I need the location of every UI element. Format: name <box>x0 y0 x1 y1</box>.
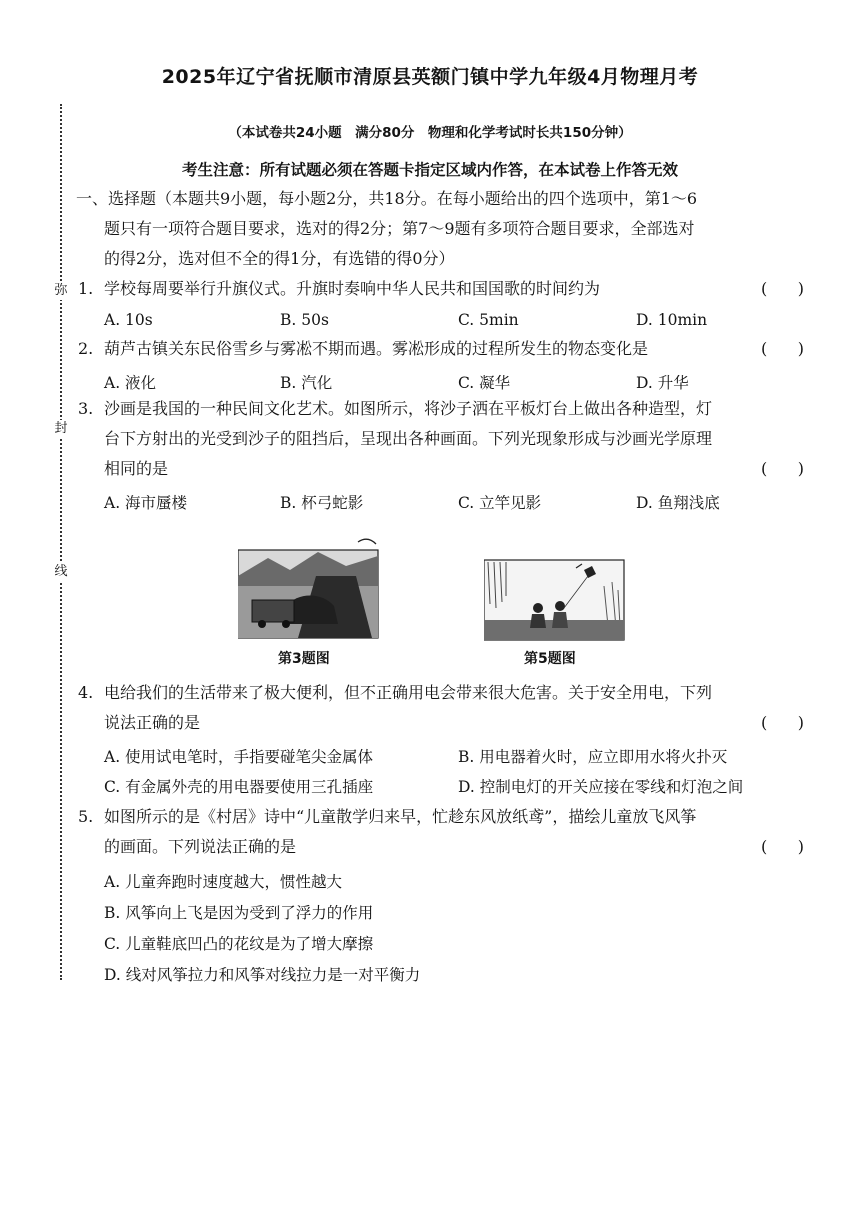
answer-paren: ( ) <box>761 837 804 856</box>
question-number: 3. <box>78 399 94 418</box>
question-number: 4. <box>78 683 94 702</box>
answer-paren: ( ) <box>761 339 804 358</box>
option-b: B. 风筝向上飞是因为受到了浮力的作用 <box>104 904 374 922</box>
option-c: C. 凝华 <box>458 374 511 392</box>
question-number: 2. <box>78 339 94 358</box>
page-title: 2025年辽宁省抚顺市清原县英额门镇中学九年级4月物理月考 <box>161 66 699 88</box>
question-2 <box>78 334 804 364</box>
option-a: A. 液化 <box>104 374 157 392</box>
section-line: 的得2分，选对但不全的得1分，有选错的得0分） <box>104 249 455 268</box>
question-stem-line: 如图所示的是《村居》诗中“儿童散学归来早，忙趁东风放纸鸢”，描绘儿童放飞风筝 <box>104 807 697 826</box>
question-stem-line: 沙画是我国的一种民间文化艺术。如图所示，将沙子洒在平板灯台上做出各种造型，灯 <box>104 399 713 418</box>
question-4 <box>78 678 804 738</box>
option-c: C. 立竿见影 <box>458 494 542 512</box>
question-stem-line: 电给我们的生活带来了极大便利，但不正确用电会带来很大危害。关于安全用电，下列 <box>104 683 713 702</box>
question-5 <box>78 802 804 862</box>
sand-painting-image <box>238 536 388 640</box>
option-d: D. 升华 <box>636 374 689 392</box>
binding-dotted-line <box>60 104 62 980</box>
question-stem-line: 台下方射出的光受到沙子的阻挡后，呈现出各种画面。下列光现象形成与沙画光学原理 <box>104 429 713 448</box>
question-stem: 葫芦古镇关东民俗雪乡与雾凇不期而遇。雾凇形成的过程所发生的物态变化是 <box>104 339 649 358</box>
figure-5-caption: 第5题图 <box>524 651 576 667</box>
question-stem: 学校每周要举行升旗仪式。升旗时奏响中华人民共和国国歌的时间约为 <box>104 279 601 298</box>
exam-info-subtitle: （本试卷共24小题 满分80分 物理和化学考试时长共150分钟） <box>228 125 632 141</box>
binding-char-mi: 弥 <box>52 282 70 300</box>
figure-3-sand-painting <box>238 536 388 644</box>
option-a: A. 海市蜃楼 <box>104 494 188 512</box>
section-line: 题只有一项符合题目要求，选对的得2分；第7～9题有多项符合题目要求，全部选对 <box>104 219 695 238</box>
option-b: B. 50s <box>280 311 329 329</box>
option-d: D. 鱼翔浅底 <box>636 494 720 512</box>
option-a: A. 10s <box>104 311 153 329</box>
option-a: A. 使用试电笔时，手指要碰笔尖金属体 <box>104 748 374 766</box>
question-stem-line: 说法正确的是 <box>104 713 201 732</box>
figure-3-caption: 第3题图 <box>278 651 330 667</box>
question-3 <box>78 394 804 484</box>
section-instructions <box>76 184 697 274</box>
option-d: D. 10min <box>636 311 708 329</box>
option-c: C. 儿童鞋底凹凸的花纹是为了增大摩擦 <box>104 935 374 953</box>
question-stem-line: 相同的是 <box>104 459 169 478</box>
option-b: B. 用电器着火时，应立即用水将火扑灭 <box>458 748 728 766</box>
answer-paren: ( ) <box>761 459 804 478</box>
kite-scene-image <box>484 556 628 642</box>
question-stem-line: 的画面。下列说法正确的是 <box>104 837 297 856</box>
question-number: 5. <box>78 807 94 826</box>
option-a: A. 儿童奔跑时速度越大，惯性越大 <box>104 873 343 891</box>
answer-paren: ( ) <box>761 279 804 298</box>
option-c: C. 有金属外壳的用电器要使用三孔插座 <box>104 778 374 796</box>
exam-notice: 考生注意：所有试题必须在答题卡指定区域内作答，在本试卷上作答无效 <box>181 160 678 179</box>
option-d: D. 线对风筝拉力和风筝对线拉力是一对平衡力 <box>104 966 421 984</box>
option-b: B. 杯弓蛇影 <box>280 494 364 512</box>
option-b: B. 汽化 <box>280 374 333 392</box>
question-1 <box>78 274 804 304</box>
figure-5-kite-scene <box>484 556 628 646</box>
binding-char-feng: 封 <box>52 420 70 438</box>
answer-paren: ( ) <box>761 713 804 732</box>
option-c: C. 5min <box>458 311 519 329</box>
question-number: 1. <box>78 279 94 298</box>
binding-char-xian: 线 <box>52 563 70 581</box>
option-d: D. 控制电灯的开关应接在零线和灯泡之间 <box>458 778 744 796</box>
section-line: 一、选择题（本题共9小题，每小题2分，共18分。在每小题给出的四个选项中，第1～6 <box>76 189 698 208</box>
